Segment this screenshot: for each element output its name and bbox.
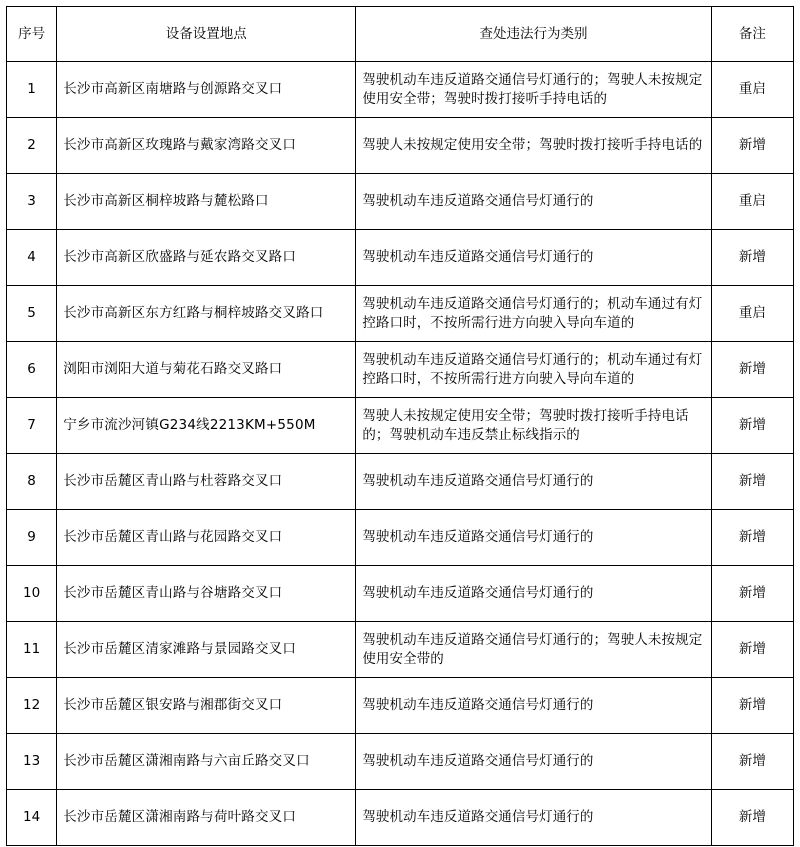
table-row — [7, 230, 794, 286]
table-row — [7, 118, 794, 174]
cell-note: 新增 — [711, 230, 793, 286]
table-row — [7, 622, 794, 678]
table-body — [7, 62, 794, 846]
cell-no: 1 — [7, 62, 57, 118]
cell-note: 重启 — [711, 286, 793, 342]
cell-note: 新增 — [711, 342, 793, 398]
cell-location: 长沙市高新区东方红路与桐梓坡路交叉路口 — [57, 286, 356, 342]
cell-location: 长沙市岳麓区清家滩路与景园路交叉口 — [57, 622, 356, 678]
cell-note: 新增 — [711, 790, 793, 846]
cell-no: 7 — [7, 398, 57, 454]
cell-location: 长沙市高新区玫瑰路与戴家湾路交叉口 — [57, 118, 356, 174]
column-header-no: 序号 — [7, 7, 57, 62]
cell-no: 11 — [7, 622, 57, 678]
cell-type: 驾驶机动车违反道路交通信号灯通行的；机动车通过有灯控路口时，不按所需行进方向驶入导向车道的 — [356, 342, 711, 398]
cell-location: 长沙市高新区欣盛路与延农路交叉路口 — [57, 230, 356, 286]
cell-note: 新增 — [711, 398, 793, 454]
cell-type: 驾驶机动车违反道路交通信号灯通行的 — [356, 510, 711, 566]
table-row — [7, 454, 794, 510]
cell-no: 10 — [7, 566, 57, 622]
table-row — [7, 174, 794, 230]
cell-no: 2 — [7, 118, 57, 174]
cell-note: 新增 — [711, 622, 793, 678]
table-header-row — [7, 7, 794, 62]
table-row — [7, 342, 794, 398]
table-row — [7, 286, 794, 342]
cell-type: 驾驶机动车违反道路交通信号灯通行的；驾驶人未按规定使用安全带；驾驶时拨打接听手持电话的 — [356, 62, 711, 118]
table-row — [7, 566, 794, 622]
column-header-location: 设备设置地点 — [57, 7, 356, 62]
cell-type: 驾驶机动车违反道路交通信号灯通行的；机动车通过有灯控路口时，不按所需行进方向驶入导向车道的 — [356, 286, 711, 342]
cell-type: 驾驶机动车违反道路交通信号灯通行的 — [356, 454, 711, 510]
cell-no: 8 — [7, 454, 57, 510]
table-row — [7, 510, 794, 566]
cell-type: 驾驶机动车违反道路交通信号灯通行的 — [356, 566, 711, 622]
cell-note: 重启 — [711, 174, 793, 230]
cell-location: 长沙市岳麓区青山路与谷塘路交叉口 — [57, 566, 356, 622]
cell-type: 驾驶机动车违反道路交通信号灯通行的 — [356, 790, 711, 846]
cell-note: 新增 — [711, 118, 793, 174]
column-header-type: 查处违法行为类别 — [356, 7, 711, 62]
cell-no: 14 — [7, 790, 57, 846]
table-header — [7, 7, 794, 62]
cell-location: 宁乡市流沙河镇G234线2213KM+550M — [57, 398, 356, 454]
cell-location: 长沙市岳麓区潇湘南路与六亩丘路交叉口 — [57, 734, 356, 790]
cell-location: 长沙市岳麓区银安路与湘郡街交叉口 — [57, 678, 356, 734]
cell-no: 6 — [7, 342, 57, 398]
table-row — [7, 734, 794, 790]
table-row — [7, 678, 794, 734]
cell-no: 4 — [7, 230, 57, 286]
cell-note: 新增 — [711, 734, 793, 790]
cell-location: 长沙市岳麓区潇湘南路与荷叶路交叉口 — [57, 790, 356, 846]
cell-location: 长沙市岳麓区青山路与花园路交叉口 — [57, 510, 356, 566]
cell-type: 驾驶机动车违反道路交通信号灯通行的 — [356, 734, 711, 790]
cell-note: 新增 — [711, 510, 793, 566]
cell-type: 驾驶机动车违反道路交通信号灯通行的 — [356, 230, 711, 286]
cell-type: 驾驶人未按规定使用安全带；驾驶时拨打接听手持电话的 — [356, 118, 711, 174]
table-row — [7, 398, 794, 454]
table-row — [7, 62, 794, 118]
cell-location: 长沙市高新区桐梓坡路与麓松路口 — [57, 174, 356, 230]
cell-note: 重启 — [711, 62, 793, 118]
cell-type: 驾驶人未按规定使用安全带；驾驶时拨打接听手持电话的；驾驶机动车违反禁止标线指示的 — [356, 398, 711, 454]
cell-type: 驾驶机动车违反道路交通信号灯通行的 — [356, 678, 711, 734]
cell-type: 驾驶机动车违反道路交通信号灯通行的 — [356, 174, 711, 230]
cell-note: 新增 — [711, 566, 793, 622]
cell-no: 9 — [7, 510, 57, 566]
device-location-table — [6, 6, 794, 846]
cell-location: 长沙市高新区南塘路与创源路交叉口 — [57, 62, 356, 118]
table-row — [7, 790, 794, 846]
cell-note: 新增 — [711, 678, 793, 734]
cell-no: 5 — [7, 286, 57, 342]
cell-type: 驾驶机动车违反道路交通信号灯通行的；驾驶人未按规定使用安全带的 — [356, 622, 711, 678]
cell-no: 13 — [7, 734, 57, 790]
column-header-note: 备注 — [711, 7, 793, 62]
cell-location: 长沙市岳麓区青山路与杜蓉路交叉口 — [57, 454, 356, 510]
cell-location: 浏阳市浏阳大道与菊花石路交叉路口 — [57, 342, 356, 398]
cell-no: 12 — [7, 678, 57, 734]
cell-note: 新增 — [711, 454, 793, 510]
cell-no: 3 — [7, 174, 57, 230]
